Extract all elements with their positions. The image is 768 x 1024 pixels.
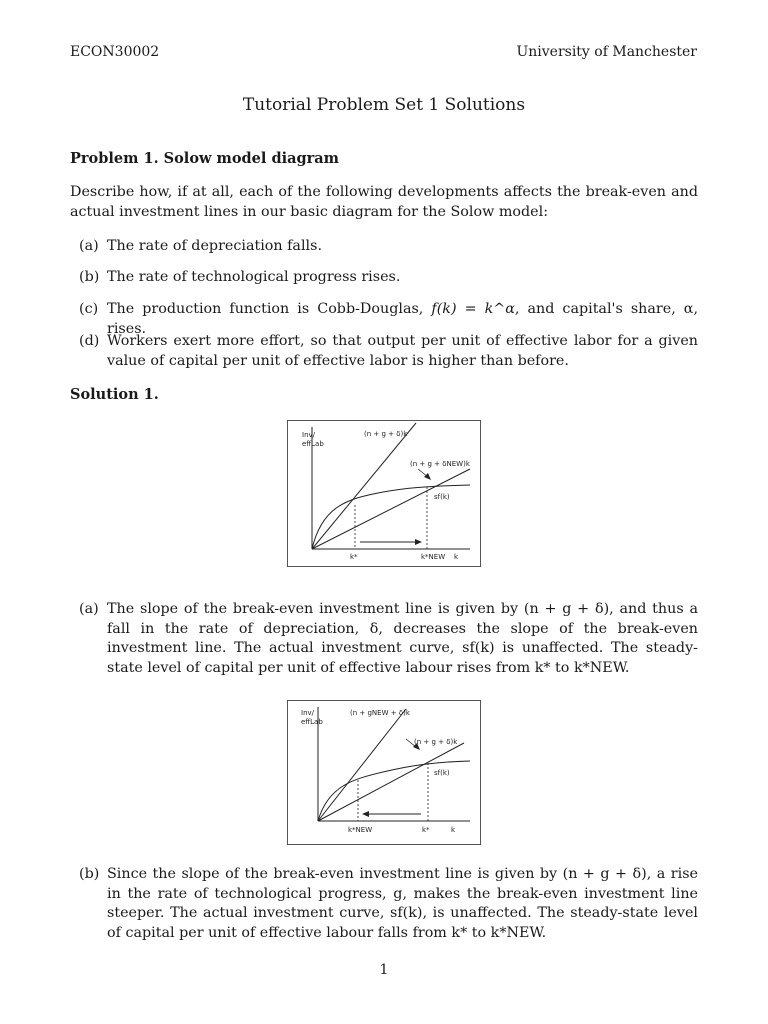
item-label: (b) [79, 269, 100, 285]
label-original-line: (n + g + δ)k [364, 430, 408, 438]
arrow-head-icon [362, 811, 369, 817]
problem-intro: Describe how, if at all, each of the following developments affects the break-even and actual investment lines in our basic diagram for the Solow model: [70, 184, 698, 220]
x-label-k-star: k* [422, 826, 430, 834]
page-title: Tutorial Problem Set 1 Solutions [242, 95, 526, 115]
item-text: Since the slope of the break-even investment line is given by (n + g + δ), a rise in the rate of technological progress, g, makes the break-even investment line steeper. The actual investment curve, sf(k), is unaffected. The steady-state level of capital per unit of effective labour falls from k* to k*NEW. [107, 866, 698, 941]
problem-item-d [79, 332, 698, 371]
item-label: (d) [79, 333, 100, 349]
y-label-2: effLab [301, 718, 323, 726]
problem-item-a [79, 237, 698, 257]
solow-diagram-2 [287, 700, 481, 845]
item-text: The slope of the break-even investment line is given by (n + g + δ), and thus a fall in the rate of depreciation, δ, decreases the slope of the break-even investment line. The actual investment curve, sf(k) is unaffected. The steady-state level of capital per unit of effective labour rises from k* to k*NEW. [107, 601, 698, 676]
institution-name: University of Manchester [516, 44, 697, 60]
course-code: ECON30002 [70, 44, 160, 60]
arrow-head-icon [415, 539, 422, 545]
item-text: Workers exert more effort, so that output per unit of effective labor for a given value of capital per unit of effective labor is higher than before. [107, 333, 698, 369]
x-axis-label: k [454, 553, 459, 561]
label-sf-k: sf(k) [434, 769, 450, 777]
solution-part-b [79, 865, 698, 943]
item-text-after: , and capital's share, α, rises. [107, 301, 699, 337]
y-label-1: Inv/ [301, 709, 315, 717]
page-number: 1 [379, 962, 389, 978]
problem-heading: Problem 1. Solow model diagram [70, 150, 340, 167]
label-new-line: (n + gNEW + δ)k [350, 709, 410, 717]
solution-part-a [79, 600, 698, 678]
x-axis-label: k [451, 826, 456, 834]
break-even-line-original [318, 743, 464, 821]
y-label-2: effLab [302, 440, 324, 448]
break-even-line-new [318, 709, 406, 821]
break-even-line-original [312, 423, 416, 549]
item-text: The rate of technological progress rises. [107, 269, 401, 285]
x-label-k-star: k* [350, 553, 358, 561]
item-text-before: The production function is Cobb-Douglas, [107, 301, 432, 317]
math-expression: f(k) = k^α [431, 301, 515, 317]
x-label-k-star-new: k*NEW [421, 553, 446, 561]
item-label: (b) [79, 866, 100, 882]
label-sf-k: sf(k) [434, 493, 450, 501]
problem-item-b [79, 268, 698, 288]
y-label-1: Inv/ [302, 431, 316, 439]
item-label: (a) [79, 601, 99, 617]
item-label: (a) [79, 238, 99, 254]
item-label: (c) [79, 301, 99, 317]
x-label-k-star-new: k*NEW [348, 826, 373, 834]
solution-heading: Solution 1. [70, 386, 159, 403]
label-original-line: (n + g + δ)k [414, 738, 458, 746]
solow-diagram-1 [287, 420, 481, 567]
item-text: The rate of depreciation falls. [107, 238, 322, 254]
pointer-arrow-icon [424, 473, 431, 480]
label-new-line: (n + g + δNEW)k [410, 460, 470, 468]
